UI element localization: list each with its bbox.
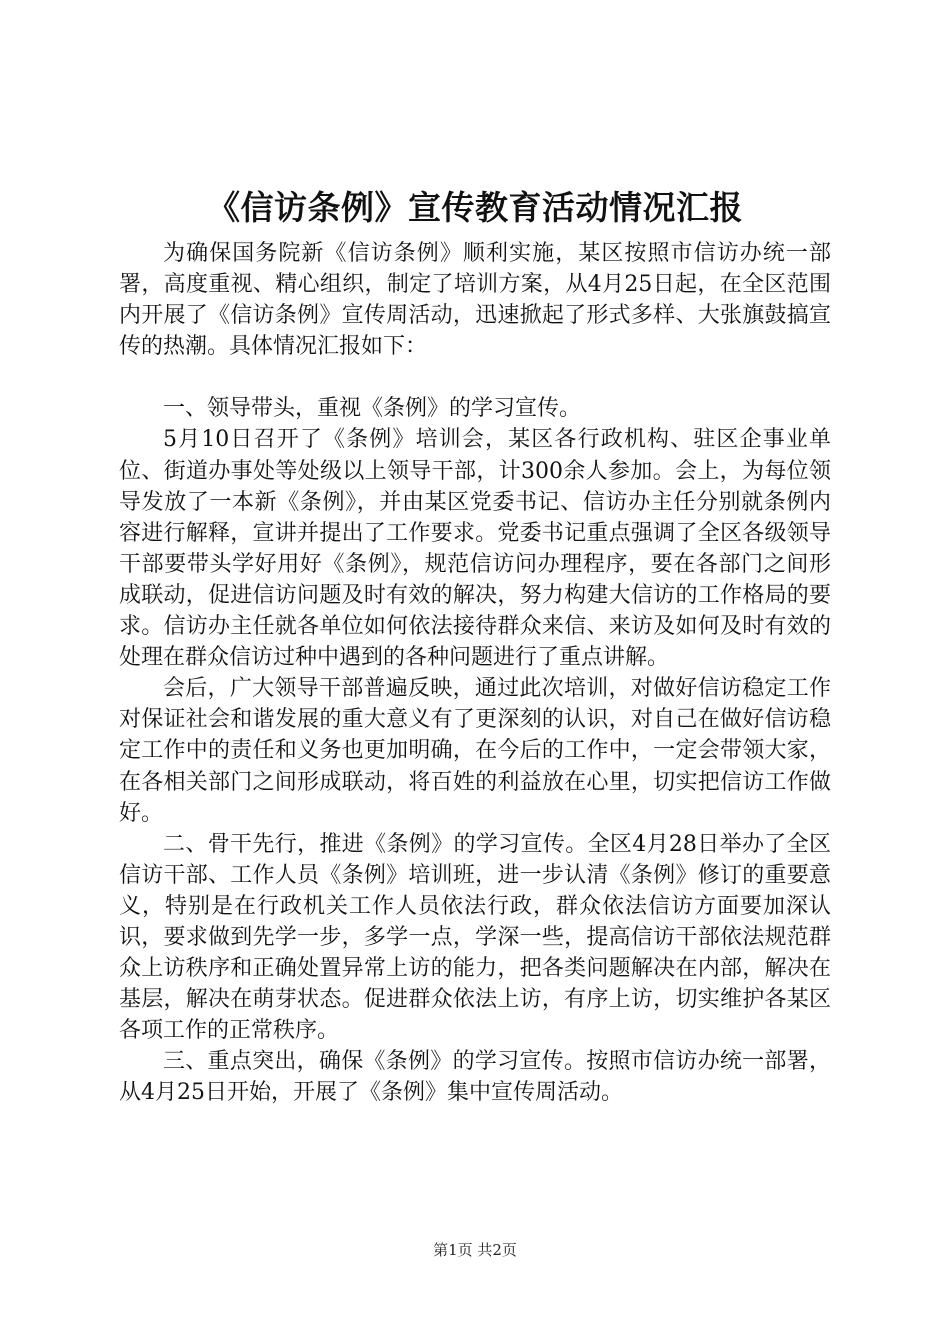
section-one-followup-paragraph: 会后，广大领导干部普遍反映，通过此次培训，对做好信访稳定工作对保证社会和谐发展的重大意义有了更深刻的认识，对自己在做好信访稳定工作中的责任和义务也更加明确，在今后的工作中，一定会带领大家，在各相关部门之间形成联动，将百姓的利益放在心里，切实把信访工作做好。 xyxy=(119,676,831,826)
section-one-paragraph: 5月10日召开了《条例》培训会，某区各行政机构、驻区企事业单位、街道办事处等处级以上领导干部，计300余人参加。会上，为每位领导发放了一本新《条例》，并由某区党委书记、信访办主任分别就条例内容进行解释，宣讲并提出了工作要求。党委书记重点强调了全区各级领导干部要带头学好用好《条例》，规范信访问办理程序，要在各部门之间形成联动，促进信访问题及时有效的解决，努力构建大信访的工作格局的要求。信访办主任就各单位如何依法接待群众来信、来访及如何及时有效的处理在群众信访过种中遇到的各种问题进行了重点讲解。 xyxy=(119,427,831,671)
document-body xyxy=(119,238,831,1109)
section-three-paragraph: 三、重点突出，确保《条例》的学习宣传。按照市信访办统一部署，从4月25日开始，开展了《条例》集中宣传周活动。 xyxy=(119,1049,831,1106)
document-title: 《信访条例》宣传教育活动情况汇报 xyxy=(207,188,743,227)
section-two-paragraph: 二、骨干先行，推进《条例》的学习宣传。全区4月28日举办了全区信访干部、工作人员《条例》培训班，进一步认清《条例》修订的重要意义，特别是在行政机关工作人员依法行政，群众依法信访方面要加深认识，要求做到先学一步，多学一点，学深一些，提高信访干部依法规范群众上访秩序和正确处置异常上访的能力，把各类问题解决在内部，解决在基层，解决在萌芽状态。促进群众依法上访，有序上访，切实维护各某区各项工作的正常秩序。 xyxy=(119,831,831,1044)
intro-paragraph: 为确保国务院新《信访条例》顺利实施，某区按照市信访办统一部署，高度重视、精心组织，制定了培训方案，从4月25日起，在全区范围内开展了《信访条例》宣传周活动，迅速掀起了形式多样、大张旗鼓搞宣传的热潮。具体情况汇报如下： xyxy=(119,241,831,360)
section-one-heading: 一、领导带头，重视《条例》的学习宣传。 xyxy=(163,396,582,422)
page-number-footer: 第1页 共2页 xyxy=(433,1241,517,1259)
